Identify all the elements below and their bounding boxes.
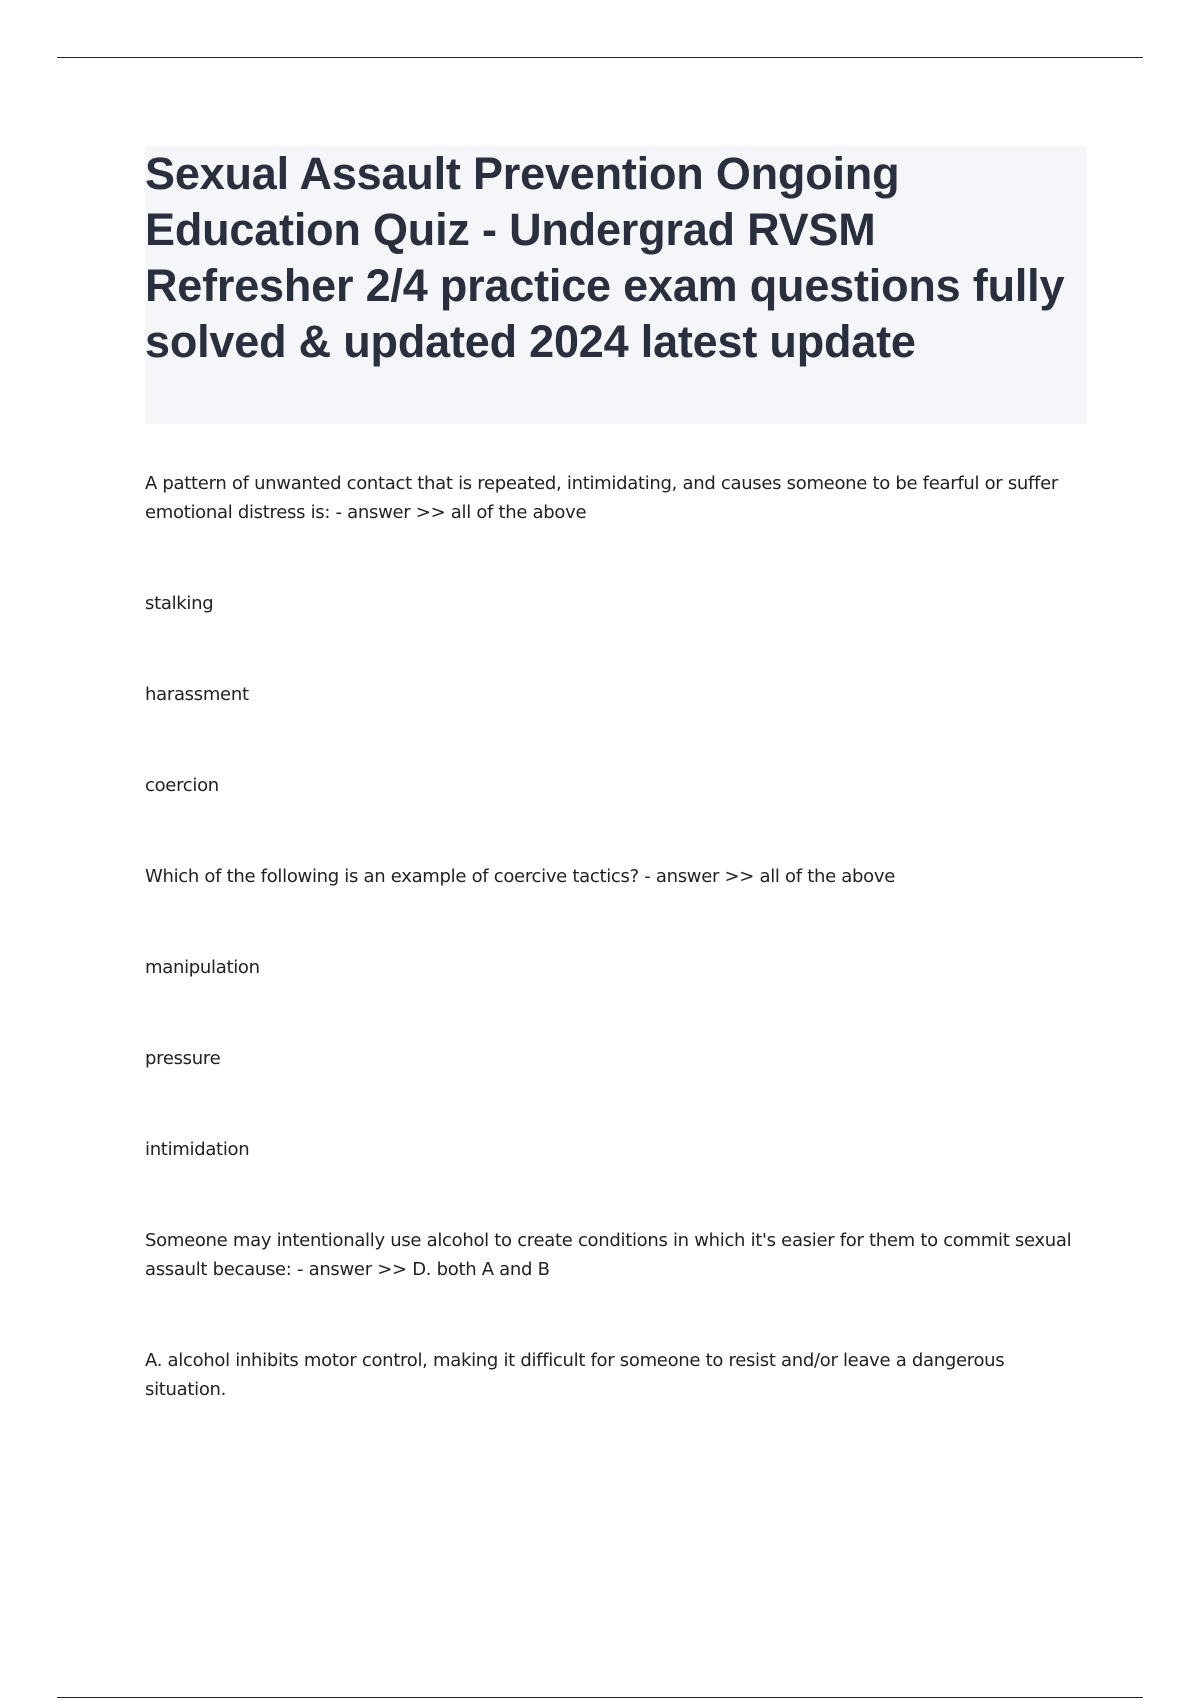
answer-option: coercion: [145, 775, 219, 796]
question-1: A pattern of unwanted contact that is repeated, intimidating, and causes someone to be fearful or suffer emotional distress is: - answer >> all of the above: [145, 473, 1058, 523]
bottom-divider: [57, 1697, 1143, 1698]
answer-option: stalking: [145, 593, 214, 614]
answer-option: harassment: [145, 684, 249, 705]
answer-option: manipulation: [145, 957, 260, 978]
title-banner: [145, 146, 1087, 424]
answer-option: pressure: [145, 1048, 221, 1069]
question-3: Someone may intentionally use alcohol to create conditions in which it's easier for them to commit sexual assault because: - answer >> D. both A and B: [145, 1230, 1072, 1280]
document-title: Sexual Assault Prevention Ongoing Education Quiz - Undergrad RVSM Refresher 2/4 practice exam questions fully solved & updated 2024 latest update: [145, 148, 1065, 367]
answer-option: intimidation: [145, 1139, 250, 1160]
question-2: Which of the following is an example of coercive tactics? - answer >> all of the above: [145, 866, 895, 887]
answer-option: A. alcohol inhibits motor control, making it difficult for someone to resist and/or leave a dangerous situation.: [145, 1350, 1005, 1400]
top-divider: [57, 57, 1143, 58]
quiz-content: [145, 469, 1085, 1404]
